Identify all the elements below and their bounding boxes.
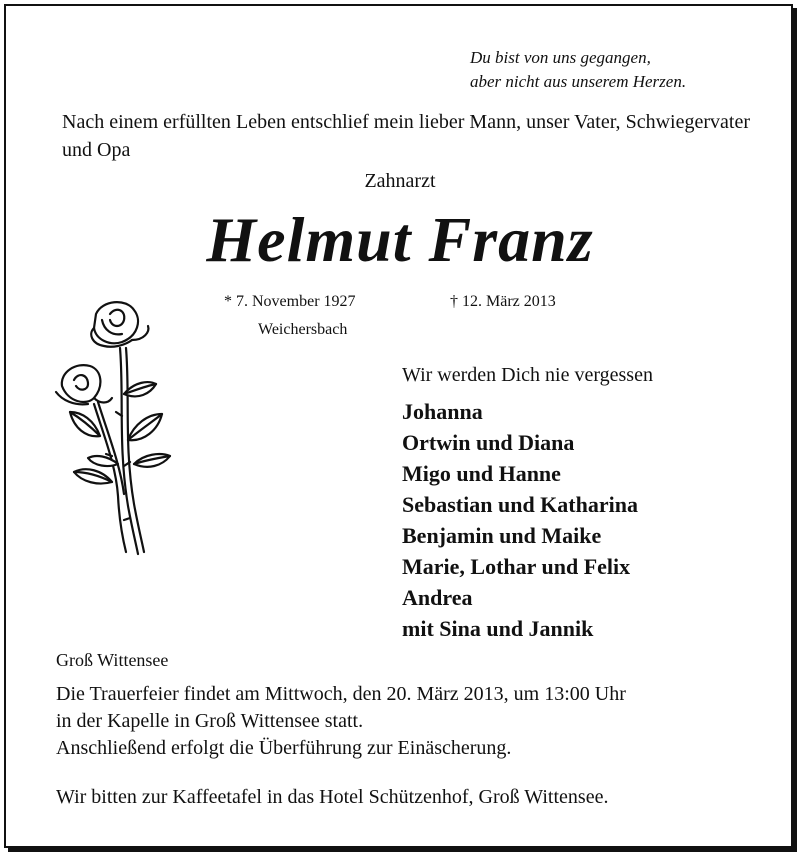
signer-name: Ortwin und Diana	[402, 430, 575, 455]
signer-name: Andrea	[402, 585, 473, 610]
profession: Zahnarzt	[364, 170, 436, 192]
deceased-name: Helmut Franz	[206, 204, 594, 275]
signer-name: Migo und Hanne	[402, 461, 561, 486]
rose-icon	[52, 296, 172, 558]
motto-line-2: aber nicht aus unserem Herzen.	[470, 72, 687, 91]
signer-name: Sebastian und Katharina	[402, 492, 638, 517]
signer-name: mit Sina und Jannik	[402, 616, 594, 641]
signers-list	[402, 396, 638, 644]
motto	[470, 46, 686, 94]
service-line-1: Die Trauerfeier findet am Mittwoch, den 20. März 2013, um 13:00 Uhr	[56, 683, 626, 705]
service-info	[56, 681, 626, 762]
death-date: † 12. März 2013	[450, 293, 556, 310]
intro-text: Nach einem erfüllten Leben entschlief mein lieber Mann, unser Vater, Schwiegervater und Opa	[62, 111, 750, 161]
birth-date: * 7. November 1927	[224, 293, 356, 310]
signer-name: Marie, Lothar und Felix	[402, 554, 631, 579]
coffee-invitation: Wir bitten zur Kaffeetafel in das Hotel Schützenhof, Groß Wittensee.	[56, 786, 609, 808]
signer-name: Johanna	[402, 399, 483, 424]
service-line-3: Anschließend erfolgt die Überführung zur Einäscherung.	[56, 737, 512, 759]
birth-place: Weichersbach	[258, 321, 348, 338]
signer-name: Benjamin und Maike	[402, 523, 602, 548]
motto-line-1: Du bist von uns gegangen,	[470, 48, 651, 67]
remembrance-line: Wir werden Dich nie vergessen	[402, 364, 653, 386]
place: Groß Wittensee	[56, 650, 169, 670]
service-line-2: in der Kapelle in Groß Wittensee statt.	[56, 710, 364, 732]
